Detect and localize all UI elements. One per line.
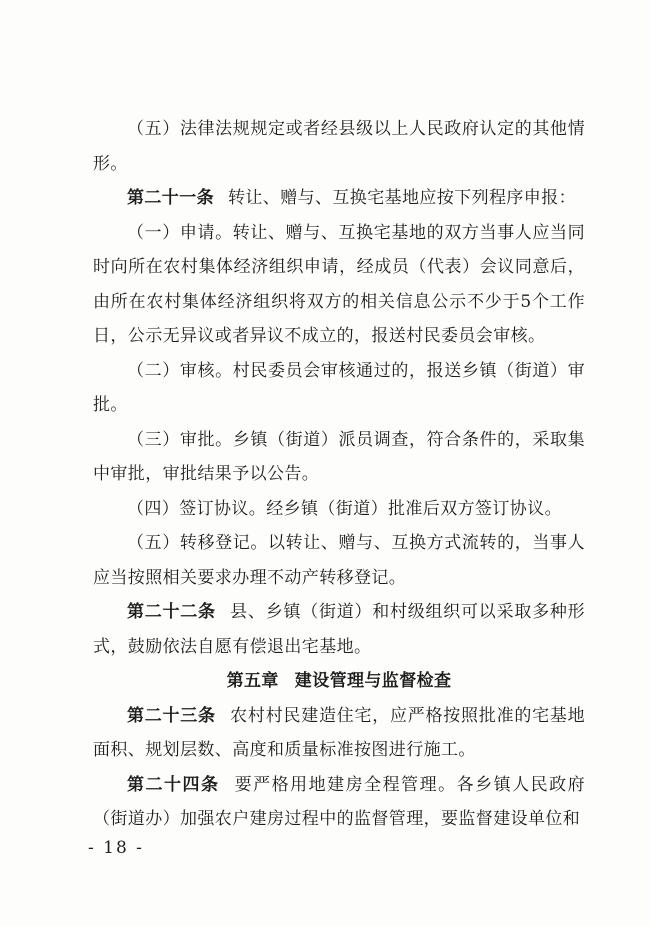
article-heading: 第二十一条 xyxy=(127,188,214,208)
article-body: 农村村民建造住宅，应严格按照批准的宅基地面积、规划层数、高度和质量标准按图进行施工。 xyxy=(93,705,586,760)
paragraph-item-4-agreement: （四）签订协议。经乡镇（街道）批准后双方签订协议。 xyxy=(127,498,562,519)
article-body: 要严格用地建房全程管理。各乡镇人民政府（街道办）加强农户建房过程中的监督管理，要监督建设单位和 xyxy=(93,774,585,829)
paragraph-item-5-transfer: （五）转移登记。以转让、赠与、互换方式流转的，当事人应当按照相关要求办理不动产转移登记。 xyxy=(93,533,585,588)
article-heading: 第二十二条 xyxy=(127,602,216,622)
page-number: - 18 - xyxy=(88,838,144,858)
article-heading: 第二十三条 xyxy=(127,705,216,726)
article-23 xyxy=(93,699,585,768)
paragraph-item-3-approve: （三）审批。乡镇（街道）派员调查，符合条件的，采取集中审批，审批结果予以公告。 xyxy=(93,429,585,484)
article-body: 县、乡镇（街道）和村级组织可以采取多种形式，鼓励依法自愿有偿退出宅基地。 xyxy=(93,602,586,657)
article-heading: 第二十四条 xyxy=(127,774,220,795)
article-body: 转让、赠与、互换宅基地应按下列程序申报： xyxy=(228,188,576,208)
paragraph-item-1-apply: （一）申请。转让、赠与、互换宅基地的双方当事人应当同时向所在农村集体经济组织申请，经成员（代表）会议同意后，由所在农村集体经济组织将双方的相关信息公示不少于5个工作日，公示无异议或者异议不成立的，报送村民委员会审核。 xyxy=(93,222,585,346)
chapter-number: 第五章 xyxy=(226,671,279,691)
chapter-title: 建设管理与监督检查 xyxy=(294,671,452,691)
chapter-heading xyxy=(93,664,585,699)
article-24 xyxy=(93,768,585,837)
article-22 xyxy=(93,595,585,664)
paragraph-item-5-other: （五）法律法规规定或者经县级以上人民政府认定的其他情形。 xyxy=(93,119,585,174)
page-content xyxy=(93,112,585,837)
paragraph-item-2-review: （二）审核。村民委员会审核通过的，报送乡镇（街道）审批。 xyxy=(93,360,585,415)
article-21 xyxy=(93,181,585,216)
